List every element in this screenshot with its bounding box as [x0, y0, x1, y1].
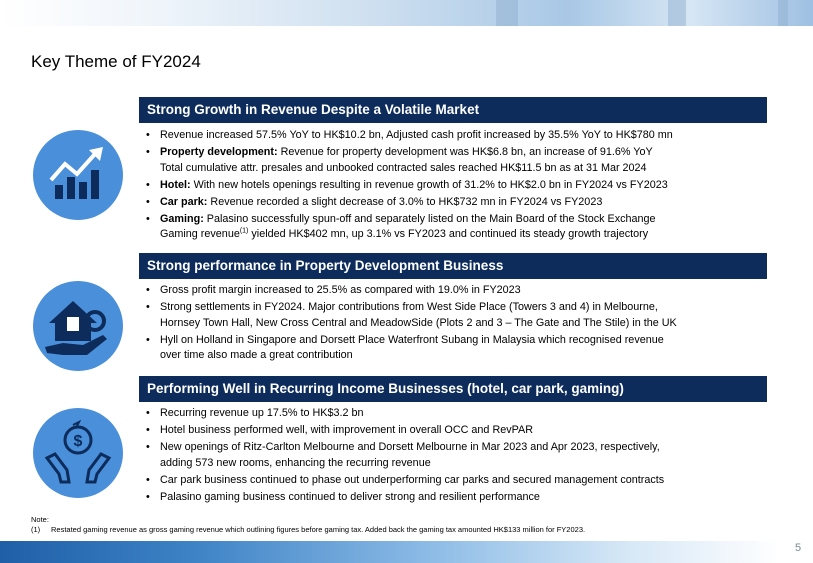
footnote-item: (1) Restated gaming revenue as gross gaming revenue which outlining figures before gaming tax. Added back the gaming tax amounted HK$133 million for FY2023.: [31, 525, 586, 534]
section-header-property-development: Strong performance in Property Development Business: [139, 253, 767, 279]
bullet-list-recurring-income: [145, 406, 770, 507]
svg-text:$: $: [73, 433, 83, 450]
banner-block: [668, 0, 686, 26]
bullet-list-property-development: [145, 283, 770, 365]
page-title: Key Theme of FY2024: [31, 52, 201, 71]
section-header-revenue-growth: Strong Growth in Revenue Despite a Volatile Market: [139, 97, 767, 123]
list-item: • Car park business continued to phase out underperforming car parks and secured management contracts: [146, 473, 665, 486]
section-header-recurring-income: Performing Well in Recurring Income Businesses (hotel, car park, gaming): [139, 376, 767, 402]
list-item: • Hotel business performed well, with improvement in overall OCC and RevPAR: [146, 424, 534, 436]
list-item: • Revenue increased 57.5% YoY to HK$10.2 bn, Adjusted cash profit increased by 35.5% YoY to HK$780 mn: [146, 129, 673, 141]
banner-block: [778, 0, 788, 26]
list-item: • New openings of Ritz-Carlton Melbourne and Dorsett Melbourne in Mar 2023 and Apr 2023, respectively, adding 573 new rooms, enhancing the recurring revenue: [146, 441, 660, 469]
footnote-label: Note:: [31, 515, 49, 524]
list-item: • Hyll on Holland in Singapore and Dorsett Place Waterfront Subang in Malaysia which recognised revenue over time also made a great contribution: [146, 333, 664, 361]
list-item: • Hotel: With new hotels openings resulting in revenue growth of 31.2% to HK$2.0 bn in FY2024 vs FY2023: [146, 178, 668, 191]
house-key-icon: [33, 281, 123, 371]
growth-chart-icon: [33, 130, 123, 220]
bottom-banner: [0, 541, 780, 563]
money-hands-icon: [33, 408, 123, 498]
list-item: • Strong settlements in FY2024. Major contributions from West Side Place (Towers 3 and 4) in Melbourne, Hornsey Town Hall, New Cross Central and MeadowSide (Plots 2 and 3 – The Gate and The Stile) in the UK: [146, 301, 677, 329]
banner-block: [496, 0, 518, 26]
list-item: • Gross profit margin increased to 25.5% as compared with 19.0% in FY2023: [146, 284, 521, 296]
list-item: • Property development: Revenue for property development was HK$6.8 bn, an increase of 91.6% YoY Total cumulative attr. presales and unbooked contracted sales reached HK$11.5 bn as at 31 Mar 2024: [146, 146, 653, 174]
list-item: • Palasino gaming business continued to deliver strong and resilient performance: [146, 490, 540, 503]
bullet-list-revenue-growth: [145, 128, 770, 244]
list-item: • Car park: Revenue recorded a slight decrease of 3.0% to HK$732 mn in FY2024 vs FY2023: [146, 195, 603, 208]
footnote: [31, 515, 585, 535]
page-number: 5: [795, 542, 802, 554]
top-banner: [0, 0, 813, 26]
list-item: • Gaming: Palasino successfully spun-off and separately listed on the Main Board of the Stock Exchange Gaming revenue$^{(1)}$ yielded HK$402 mn, up 3.1% vs FY2023 and continued its steady growth trajectory: [146, 212, 656, 240]
list-item: • Recurring revenue up 17.5% to HK$3.2 bn: [146, 407, 364, 419]
